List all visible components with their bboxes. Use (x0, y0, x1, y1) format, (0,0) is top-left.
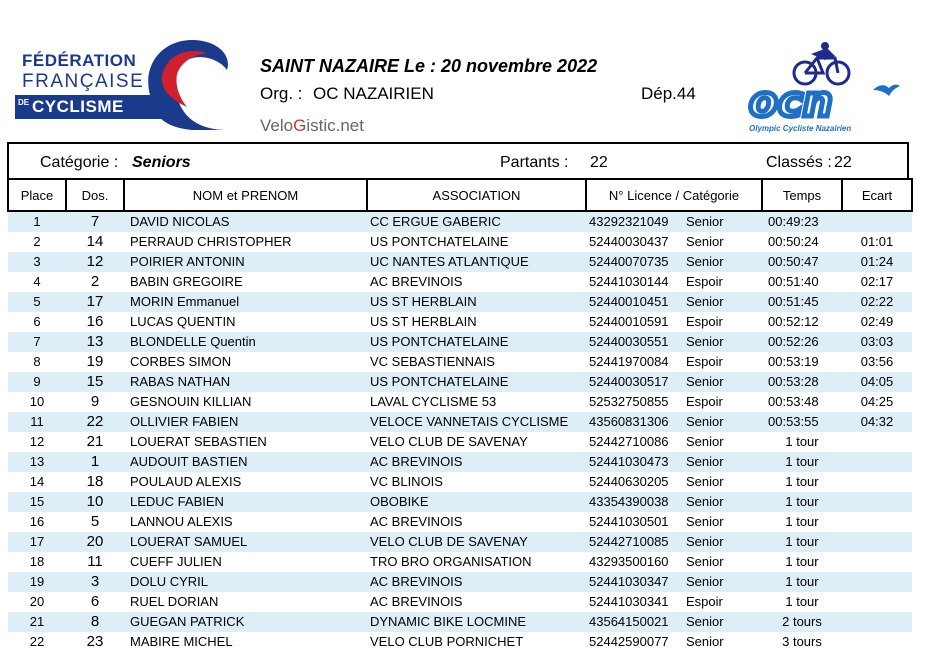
club-logo-caption: Olympic Cycliste Nazairien (749, 124, 852, 133)
table-row (8, 312, 912, 332)
table-row (8, 532, 912, 552)
cell-bib: 15 (66, 372, 124, 392)
organizer-value: OC NAZAIRIEN (313, 84, 434, 103)
cell-gap (842, 632, 912, 652)
cell-association: UC NANTES ATLANTIQUE (367, 252, 586, 272)
table-row (8, 392, 912, 412)
cell-licence: 43564150021 (586, 612, 683, 632)
cell-place: 1 (8, 211, 66, 232)
header-place: Place (8, 179, 66, 211)
cell-bib: 23 (86, 633, 104, 650)
cell-gap (842, 512, 912, 532)
cell-association: VELO CLUB DE SAVENAY (370, 434, 528, 449)
cell-place: 9 (8, 372, 66, 392)
cell-time: 00:51:40 (768, 274, 819, 289)
cell-place: 2 (33, 234, 41, 249)
table-row (8, 632, 912, 652)
cell-association: CC ERGUE GABERIC (367, 211, 586, 232)
cell-place: 14 (29, 474, 45, 489)
cell-name: BLONDELLE Quentin (124, 332, 367, 352)
cell-place: 22 (29, 634, 45, 649)
cell-gap: 04:05 (842, 372, 912, 392)
federation-logo-line1: FÉDÉRATION (22, 51, 137, 70)
cell-gap: 02:49 (860, 314, 894, 329)
cell-licence: 52440010451 (586, 292, 683, 312)
table-row (8, 352, 912, 372)
cell-association: VELO CLUB PORNICHET (370, 634, 524, 649)
cell-category: Espoir (686, 594, 723, 609)
race-title: SAINT NAZAIRE Le : 20 novembre 2022 (260, 56, 598, 76)
cell-gap: 02:22 (842, 292, 912, 312)
cell-time: 1 tour (762, 452, 842, 472)
header-time: Temps (762, 179, 842, 211)
cell-time: 1 tour (785, 434, 819, 449)
cell-place: 6 (33, 314, 41, 329)
cell-name: GUEGAN PATRICK (124, 612, 367, 632)
starters-value: 22 (590, 154, 608, 171)
cell-association: VC BLINOIS (370, 474, 443, 489)
cell-bib: 11 (87, 553, 103, 570)
cell-time: 00:52:26 (762, 332, 842, 352)
federation-logo-line2: FRANÇAISE (22, 71, 145, 92)
cell-place: 16 (29, 514, 45, 529)
table-row (8, 492, 912, 512)
table-row (8, 232, 912, 252)
cell-licence: 52442710085 (586, 532, 683, 552)
cell-time: 00:53:55 (762, 412, 842, 432)
cell-association: US PONTCHATELAINE (367, 332, 586, 352)
cell-category: Senior (683, 532, 762, 552)
cell-category: Espoir (686, 274, 723, 289)
cell-licence: 52441030473 (586, 452, 683, 472)
cell-time: 00:53:48 (768, 394, 819, 409)
table-row (8, 252, 912, 272)
header-bib: Dos. (66, 179, 124, 211)
cell-category: Senior (683, 211, 762, 232)
cell-place: 5 (8, 292, 66, 312)
cell-bib: 6 (90, 593, 100, 610)
cell-name: LOUERAT SAMUEL (124, 532, 367, 552)
table-row (8, 272, 912, 292)
table-row (8, 552, 912, 572)
cell-licence: 52441030144 (589, 274, 669, 289)
cell-gap: 04:25 (860, 394, 894, 409)
cell-licence: 43292321049 (586, 211, 683, 232)
cell-category: Espoir (686, 354, 723, 369)
cell-licence: 52440030437 (589, 234, 669, 249)
velogistic-suffix: istic.net (306, 116, 364, 135)
cell-place: 4 (33, 274, 41, 289)
cell-place: 10 (29, 394, 45, 409)
category-summary (7, 142, 909, 178)
cell-category: Senior (686, 234, 724, 249)
cell-gap (842, 211, 912, 232)
cell-association: TRO BRO ORGANISATION (370, 554, 532, 569)
velogistic-credit (260, 116, 364, 136)
cell-time: 00:53:28 (762, 372, 842, 392)
cell-licence: 52441030341 (589, 594, 669, 609)
cell-name: CORBES SIMON (130, 354, 232, 369)
cell-licence: 52442710086 (589, 434, 669, 449)
cell-category: Senior (686, 634, 724, 649)
cell-name: LUCAS QUENTIN (130, 314, 236, 329)
cell-licence: 52440030551 (586, 332, 683, 352)
cell-association: VELO CLUB DE SAVENAY (367, 532, 586, 552)
cell-bib: 19 (86, 353, 104, 370)
cell-bib: 9 (90, 393, 100, 410)
cell-gap: 01:01 (860, 234, 894, 249)
federation-logo (12, 35, 242, 135)
cell-association: US PONTCHATELAINE (370, 234, 509, 249)
cell-name: GESNOUIN KILLIAN (130, 394, 252, 409)
table-row (8, 472, 912, 492)
cell-association: VC SEBASTIENNAIS (370, 354, 495, 369)
cell-category: Senior (686, 514, 724, 529)
cell-name: DAVID NICOLAS (124, 211, 367, 232)
header-association: ASSOCIATION (367, 179, 586, 211)
cell-bib: 1 (66, 452, 124, 472)
table-row (8, 512, 912, 532)
cell-gap (842, 492, 912, 512)
cell-place: 17 (8, 532, 66, 552)
cell-name: LEDUC FABIEN (124, 492, 367, 512)
cell-licence: 52532750855 (589, 394, 669, 409)
table-row (8, 592, 912, 612)
results-table (7, 178, 913, 652)
club-logo-text: ocn (749, 77, 833, 126)
cell-gap (842, 612, 912, 632)
table-row (8, 572, 912, 592)
cell-association: AC BREVINOIS (370, 594, 463, 609)
cell-association: AC BREVINOIS (367, 452, 586, 472)
cell-bib: 8 (66, 612, 124, 632)
table-row (8, 612, 912, 632)
cell-licence: 52441030501 (589, 514, 669, 529)
cell-name: PERRAUD CHRISTOPHER (130, 234, 292, 249)
cell-place: 7 (8, 332, 66, 352)
cell-category: Senior (683, 252, 762, 272)
table-row (8, 372, 912, 392)
classified-value: 22 (834, 154, 852, 171)
federation-logo-de: DE (18, 98, 30, 107)
cell-bib: 22 (66, 412, 124, 432)
cell-name: AUDOUIT BASTIEN (124, 452, 367, 472)
cell-gap (842, 532, 912, 552)
cell-time: 1 tour (762, 572, 842, 592)
cell-bib: 17 (66, 292, 124, 312)
cell-place: 13 (8, 452, 66, 472)
cell-category: Senior (683, 492, 762, 512)
cell-time: 1 tour (785, 554, 819, 569)
cell-time: 00:53:19 (768, 354, 819, 369)
cell-time: 1 tour (785, 514, 819, 529)
cell-gap: 01:24 (842, 252, 912, 272)
cell-bib: 12 (66, 252, 124, 272)
cell-time: 3 tours (782, 634, 822, 649)
cell-association: AC BREVINOIS (370, 514, 463, 529)
table-row (8, 412, 912, 432)
cell-name: OLLIVIER FABIEN (124, 412, 367, 432)
cell-licence: 52440030517 (586, 372, 683, 392)
cell-bib: 5 (90, 513, 100, 530)
cell-association: VELOCE VANNETAIS CYCLISME (367, 412, 586, 432)
cell-bib: 3 (66, 572, 124, 592)
cell-name: POIRIER ANTONIN (124, 252, 367, 272)
cell-place: 12 (29, 434, 45, 449)
cell-time: 2 tours (762, 612, 842, 632)
bird-icon (873, 85, 900, 96)
federation-logo-line3: CYCLISME (32, 97, 124, 116)
federation-swoosh-icon (132, 35, 242, 135)
cell-category: Espoir (686, 314, 723, 329)
category-value: Seniors (132, 154, 191, 171)
cell-licence: 52441970084 (589, 354, 669, 369)
cell-bib: 16 (86, 313, 104, 330)
cell-association: OBOBIKE (367, 492, 586, 512)
cell-association: US ST HERBLAIN (370, 314, 477, 329)
cell-name: BABIN GREGOIRE (130, 274, 243, 289)
cell-category: Senior (686, 554, 724, 569)
cell-bib: 10 (66, 492, 124, 512)
cell-gap (842, 432, 912, 452)
cell-bib: 13 (66, 332, 124, 352)
header-name: NOM et PRENOM (124, 179, 367, 211)
cell-name: POULAUD ALEXIS (130, 474, 242, 489)
cell-bib: 18 (86, 473, 104, 490)
cell-name: MORIN Emmanuel (124, 292, 367, 312)
cell-category: Senior (683, 332, 762, 352)
organizer-label: Org. : (260, 84, 303, 103)
cell-licence: 43293500160 (589, 554, 669, 569)
cell-licence: 52441030347 (586, 572, 683, 592)
cell-name: RUEL DORIAN (130, 594, 219, 609)
cell-bib: 2 (90, 273, 100, 290)
cell-licence: 43354390038 (586, 492, 683, 512)
cell-place: 20 (29, 594, 45, 609)
cell-gap: 04:32 (842, 412, 912, 432)
cell-name: RABAS NATHAN (124, 372, 367, 392)
cell-category: Senior (683, 412, 762, 432)
cell-name: MABIRE MICHEL (130, 634, 233, 649)
cell-time: 00:50:47 (762, 252, 842, 272)
cell-bib: 7 (66, 211, 124, 232)
classified-label: Classés : (766, 154, 832, 171)
velogistic-g: G (293, 116, 307, 135)
cell-gap (842, 552, 912, 572)
cell-gap: 03:03 (842, 332, 912, 352)
cell-bib: 20 (66, 532, 124, 552)
cell-place: 15 (8, 492, 66, 512)
cell-gap: 03:56 (860, 354, 894, 369)
table-header-row (8, 179, 912, 211)
header-licence: N° Licence / Catégorie (586, 179, 762, 211)
cell-place: 8 (33, 354, 41, 369)
cell-category: Senior (683, 612, 762, 632)
cell-time: 00:49:23 (762, 211, 842, 232)
cell-category: Senior (683, 372, 762, 392)
cell-licence: 52440010591 (589, 314, 669, 329)
cell-time: 1 tour (762, 532, 842, 552)
cell-gap (842, 452, 912, 472)
cell-category: Espoir (686, 394, 723, 409)
cell-gap (842, 592, 912, 612)
cell-licence: 52442590077 (589, 634, 669, 649)
department: Dép.44 (641, 84, 696, 103)
cell-category: Senior (683, 292, 762, 312)
cell-association: US PONTCHATELAINE (367, 372, 586, 392)
cell-association: AC BREVINOIS (367, 572, 586, 592)
cell-association: DYNAMIC BIKE LOCMINE (367, 612, 586, 632)
table-row (8, 432, 912, 452)
cell-time: 1 tour (762, 492, 842, 512)
cell-gap (842, 472, 912, 492)
cell-name: CUEFF JULIEN (130, 554, 222, 569)
cell-place: 11 (8, 412, 66, 432)
table-row (8, 211, 912, 232)
cell-time: 1 tour (785, 474, 819, 489)
cell-time: 00:52:12 (768, 314, 819, 329)
cell-licence: 52440070735 (586, 252, 683, 272)
cell-association: AC BREVINOIS (370, 274, 463, 289)
cell-bib: 14 (86, 233, 104, 250)
cell-time: 00:50:24 (768, 234, 819, 249)
cell-category: Senior (683, 572, 762, 592)
cell-place: 18 (29, 554, 45, 569)
header-gap: Ecart (842, 179, 912, 211)
cell-name: LOUERAT SEBASTIEN (130, 434, 267, 449)
cell-gap: 02:17 (860, 274, 894, 289)
cell-place: 21 (8, 612, 66, 632)
cell-place: 3 (8, 252, 66, 272)
cell-licence: 52440630205 (589, 474, 669, 489)
cell-place: 19 (8, 572, 66, 592)
table-row (8, 292, 912, 312)
cell-association: LAVAL CYCLISME 53 (370, 394, 497, 409)
table-row (8, 332, 912, 352)
cell-time: 00:51:45 (762, 292, 842, 312)
cell-name: LANNOU ALEXIS (130, 514, 233, 529)
table-row (8, 452, 912, 472)
cell-category: Senior (686, 434, 724, 449)
velogistic-prefix: Velo (260, 116, 294, 135)
cell-bib: 21 (86, 433, 104, 450)
cell-gap (842, 572, 912, 592)
cell-time: 1 tour (785, 594, 819, 609)
cell-name: DOLU CYRIL (124, 572, 367, 592)
cell-category: Senior (683, 452, 762, 472)
category-label: Catégorie : (40, 154, 119, 171)
starters-label: Partants : (500, 154, 569, 171)
cell-category: Senior (686, 474, 724, 489)
cell-licence: 43560831306 (586, 412, 683, 432)
cell-association: US ST HERBLAIN (367, 292, 586, 312)
